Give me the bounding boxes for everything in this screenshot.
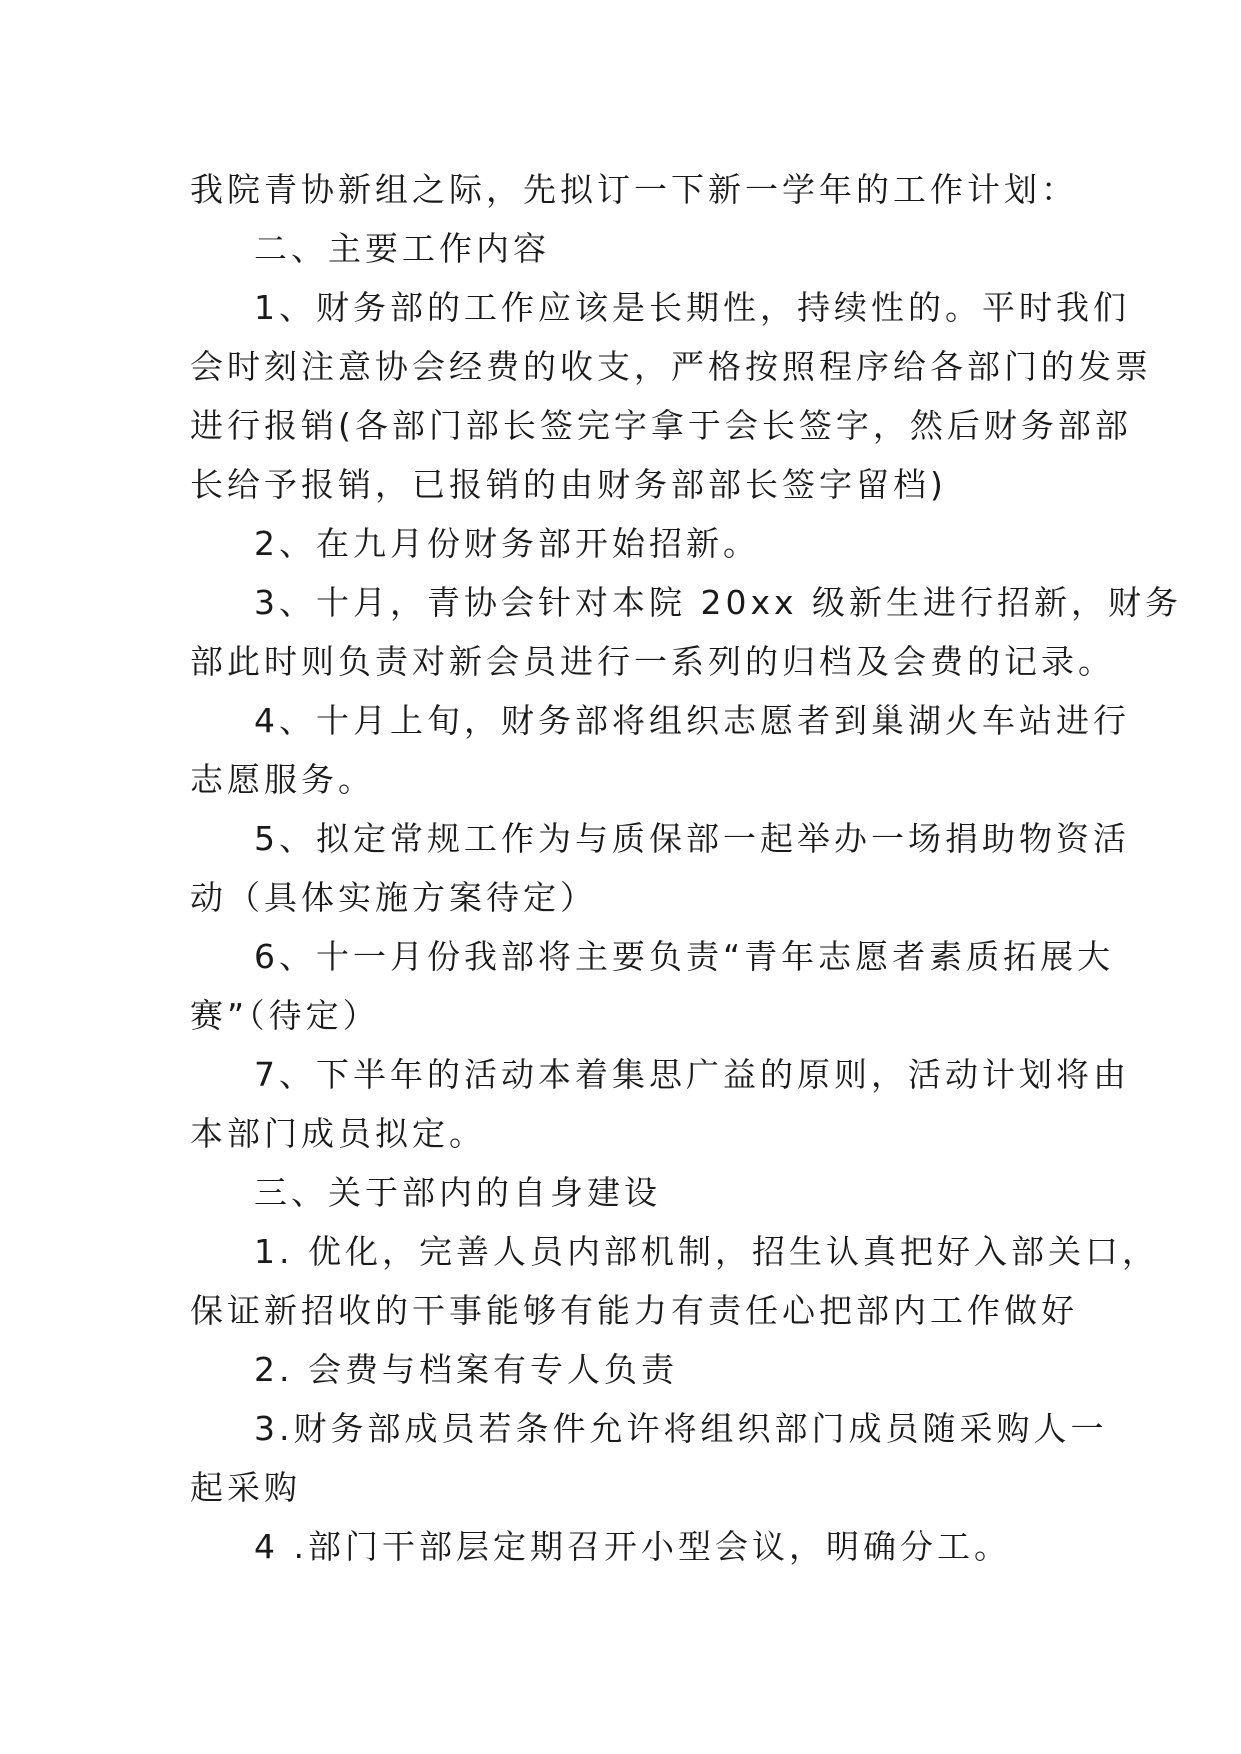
text-line: 部此时则负责对新会员进行一系列的归档及会费的记录。 bbox=[190, 642, 1115, 681]
text-line: 起采购 bbox=[190, 1468, 301, 1507]
section-heading: 二、主要工作内容 bbox=[254, 229, 550, 268]
text-line: 赛”（待定） bbox=[190, 996, 380, 1035]
text-line: 3.财务部成员若条件允许将组织部门成员随采购人一 bbox=[254, 1409, 1108, 1448]
text-line: 5、拟定常规工作为与质保部一起举办一场捐助物资活 bbox=[254, 819, 1130, 858]
text-line: 长给予报销，已报销的由财务部部长签字留档) bbox=[190, 465, 947, 504]
text-line: 本部门成员拟定。 bbox=[190, 1114, 486, 1153]
text-line: 保证新招收的干事能够有能力有责任心把部内工作做好 bbox=[190, 1291, 1078, 1330]
text-line: 6、十一月份我部将主要负责“青年志愿者素质拓展大 bbox=[254, 937, 1115, 976]
text-line: 4 .部门干部层定期召开小型会议，明确分工。 bbox=[254, 1527, 1011, 1566]
text-line: 进行报销(各部门部长签完字拿于会长签字，然后财务部部 bbox=[190, 406, 1132, 445]
text-line: 2. 会费与档案有专人负责 bbox=[254, 1350, 678, 1389]
text-line: 7、下半年的活动本着集思广益的原则，活动计划将由 bbox=[254, 1055, 1130, 1094]
text-line: 会时刻注意协会经费的收支，严格按照程序给各部门的发票 bbox=[190, 347, 1152, 386]
text-line: 志愿服务。 bbox=[190, 760, 375, 799]
text-line: 1. 优化，完善人员内部机制，招生认真把好入部关口， bbox=[254, 1232, 1159, 1271]
text-line: 2、在九月份财务部开始招新。 bbox=[254, 524, 760, 563]
text-line: 4、十月上旬，财务部将组织志愿者到巢湖火车站进行 bbox=[254, 701, 1130, 740]
section-heading: 三、关于部内的自身建设 bbox=[254, 1173, 661, 1212]
text-line: 3、十月，青协会针对本院 20xx 级新生进行招新，财务 bbox=[254, 583, 1183, 622]
text-line: 我院青协新组之际，先拟订一下新一学年的工作计划： bbox=[190, 170, 1078, 209]
text-line: 动（具体实施方案待定） bbox=[190, 878, 597, 917]
document-body bbox=[190, 160, 1183, 1576]
text-line: 1、财务部的工作应该是长期性，持续性的。平时我们 bbox=[254, 288, 1130, 327]
